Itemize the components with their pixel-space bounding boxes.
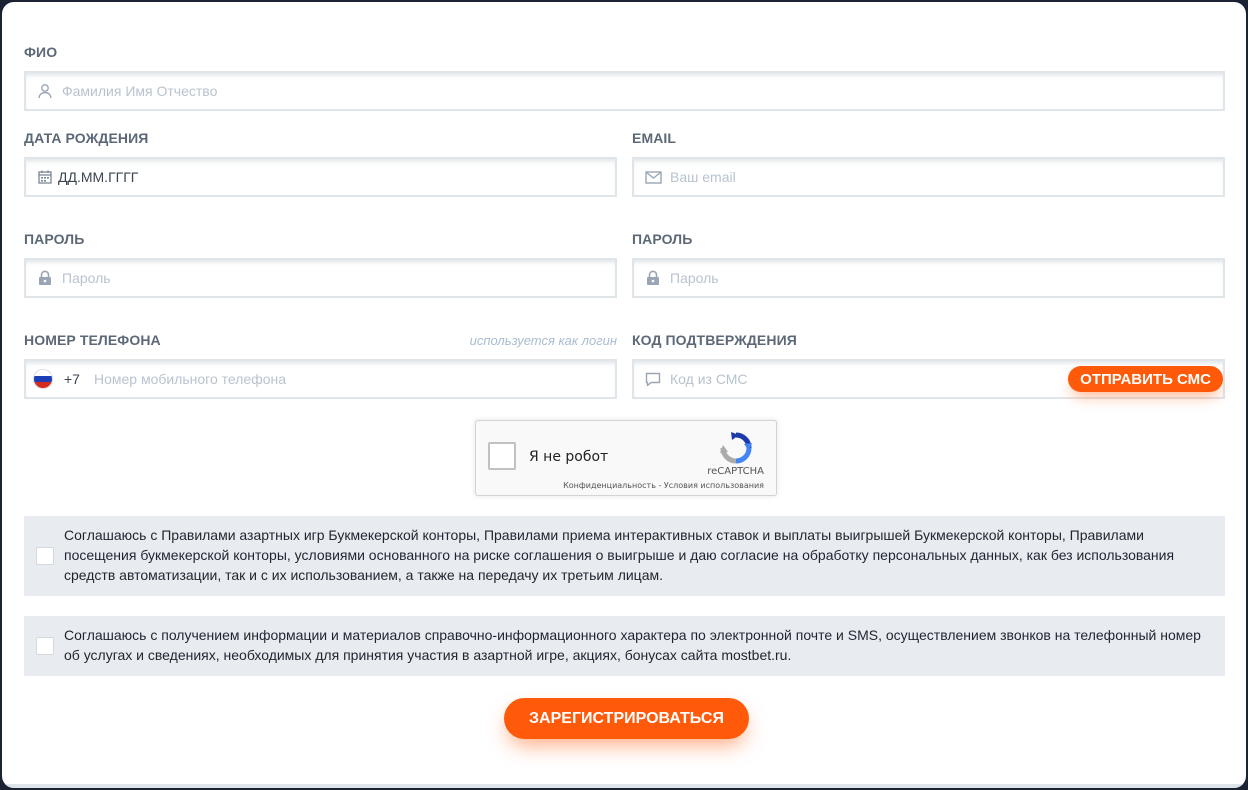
lock-icon [36, 269, 54, 287]
email-placeholder: Ваш email [670, 169, 736, 185]
recaptcha-links[interactable]: Конфиденциальность - Условия использования [563, 481, 764, 490]
agreement-marketing-checkbox[interactable] [36, 637, 54, 655]
password-placeholder: Пароль [62, 270, 111, 286]
phone-hint: используется как логин [469, 333, 617, 348]
chat-icon [644, 370, 662, 388]
fio-placeholder: Фамилия Имя Отчество [62, 83, 218, 99]
recaptcha-brand: reCAPTCHA [707, 466, 764, 477]
agreement-marketing-text: Соглашаюсь с получением информации и материалов справочно-информационного характера по электронной почте и SMS, осуществлением звонков на телефонный номер об услугах и сведениях, необходимых для принятия участия в азартной игре, акциях, бонусах сайта mostbet.ru. [64, 627, 1201, 663]
phone-label: НОМЕР ТЕЛЕФОНА [24, 332, 161, 348]
birthdate-label: ДАТА РОЖДЕНИЯ [24, 130, 149, 146]
password-confirm-field[interactable] [632, 258, 1225, 298]
code-field[interactable] [632, 359, 1225, 399]
user-icon [36, 82, 54, 100]
envelope-icon [644, 168, 662, 186]
send-sms-button[interactable]: ОТПРАВИТЬ СМС [1068, 366, 1223, 392]
phone-prefix: +7 [64, 371, 80, 387]
birthdate-field[interactable] [24, 157, 617, 197]
lock-icon [644, 269, 662, 287]
recaptcha-logo-icon [719, 431, 753, 470]
recaptcha-checkbox[interactable] [488, 442, 516, 470]
recaptcha-widget [475, 420, 777, 496]
birthdate-value: ДД.ММ.ГГГГ [58, 169, 139, 185]
code-placeholder: Код из СМС [670, 371, 748, 387]
russia-flag-icon[interactable] [34, 370, 52, 388]
email-label: EMAIL [632, 130, 677, 146]
phone-field[interactable] [24, 359, 617, 399]
password-label: ПАРОЛЬ [24, 231, 85, 247]
fio-field[interactable] [24, 71, 1225, 111]
recaptcha-label: Я не робот [529, 449, 609, 465]
email-field[interactable] [632, 157, 1225, 197]
agreement-panel-marketing [24, 616, 1225, 676]
code-label: КОД ПОДТВЕРЖДЕНИЯ [632, 332, 797, 348]
agreement-rules-checkbox[interactable] [36, 547, 54, 565]
agreement-panel-rules [24, 516, 1225, 596]
phone-placeholder: Номер мобильного телефона [93, 371, 287, 387]
agreement-rules-text: Соглашаюсь с Правилами азартных игр Букмекерской конторы, Правилами приема интерактивных ставок и выплаты выигрышей Букмекерской конторы, Правилами посещения букмекерской конторы, условиями основанного на риске соглашения о выигрыше и даю согласие на обработку персональных данных, как без использования средств автоматизации, так и с их использованием, а также на передачу их третьим лицам. [64, 527, 1175, 583]
card-bottom-border [2, 784, 1246, 788]
calendar-icon [36, 168, 54, 186]
fio-label: ФИО [24, 44, 58, 60]
password-confirm-placeholder: Пароль [670, 270, 719, 286]
password-field[interactable] [24, 258, 617, 298]
registration-card [2, 2, 1246, 788]
register-button[interactable]: ЗАРЕГИСТРИРОВАТЬСЯ [504, 698, 749, 739]
password-confirm-label: ПАРОЛЬ [632, 231, 693, 247]
